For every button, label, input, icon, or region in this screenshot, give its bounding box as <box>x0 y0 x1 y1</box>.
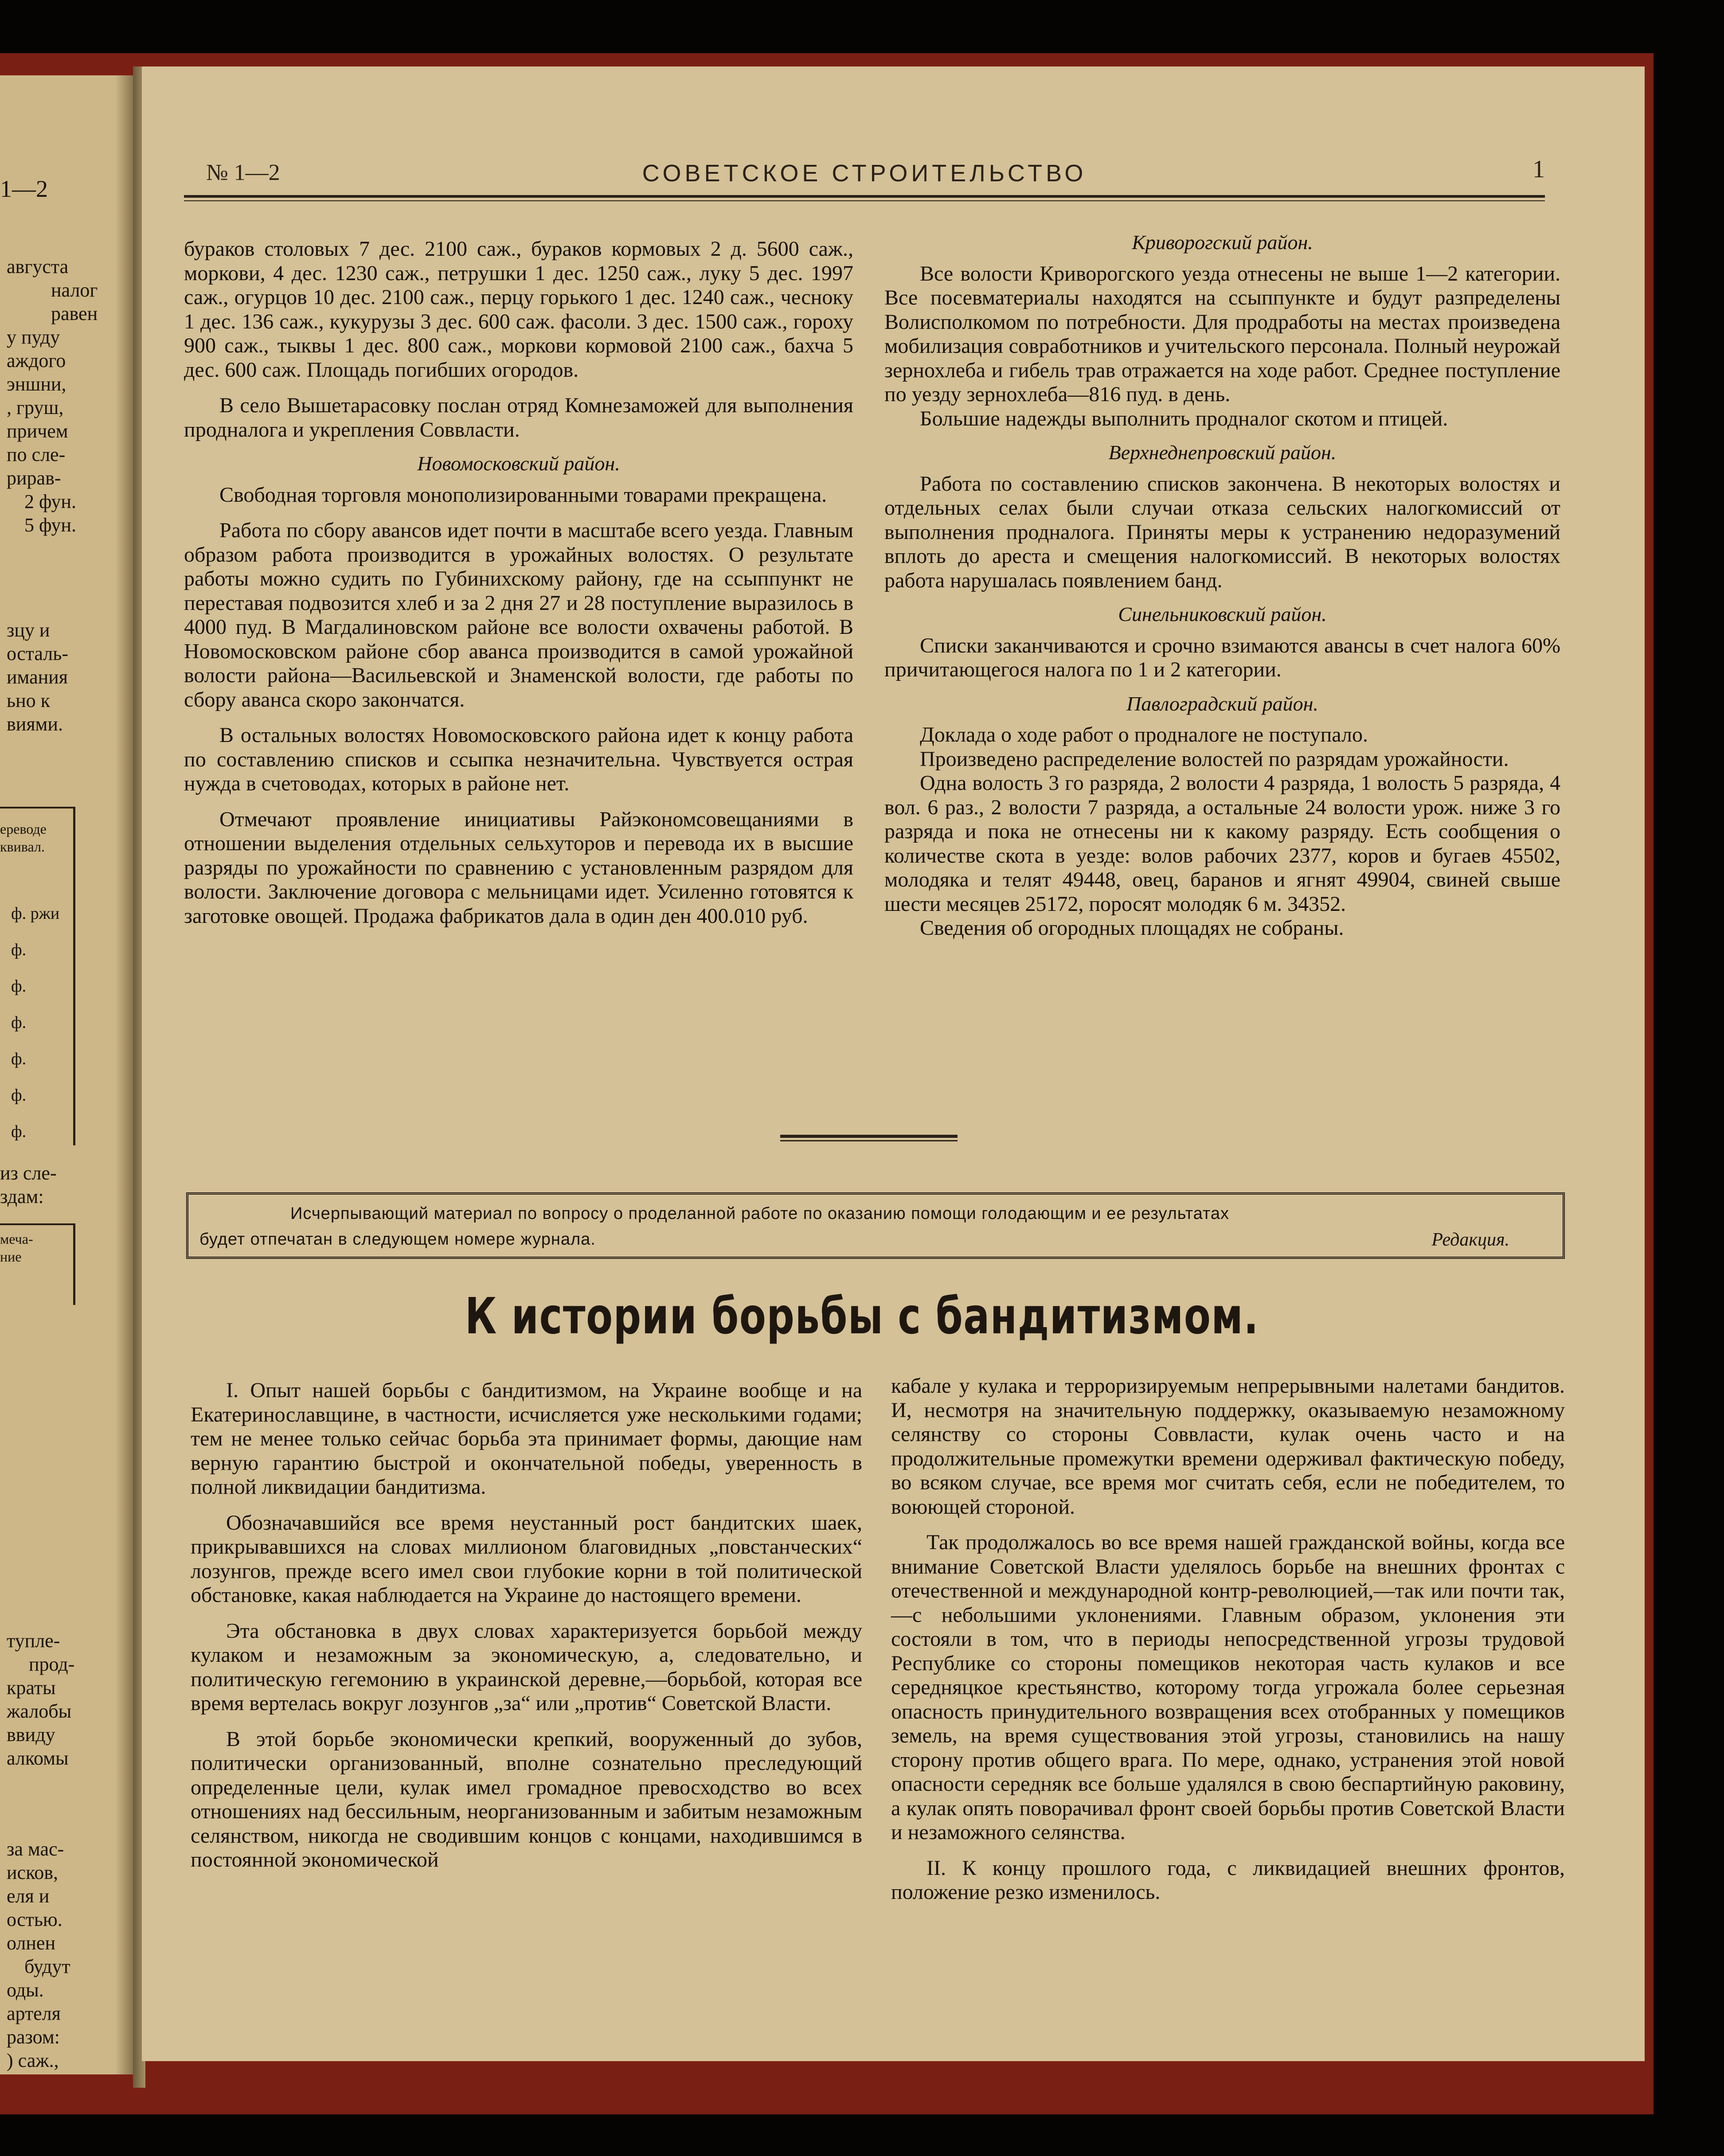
left-line: налог <box>51 279 98 301</box>
left-line: осталь- <box>7 643 68 664</box>
paragraph: II. К концу прошлого года, с ликвидацией внешних фронтов, положение резко изменилось. <box>891 1856 1565 1904</box>
paragraph: Одна волость 3 го разряда, 2 волости 4 разряда, 1 волость 5 разряда, 4 вол. 6 раз., 2 волости 7 разряда, а остальные 24 волости урож. ниже 3 го разряда и пока не отнесены ни к какому разряду. Есть сообщения о количестве скота в уезде: волов рабочих 2377, коров и бугаев 45502, молодяка и телят 49448, овец, баранов и ягнят 49904, свиней свыше шести месяцев 25172, поросят молодяк 6 м. 34352. <box>884 771 1560 916</box>
notice-line-1: Исчерпывающий материал по вопросу о проделанной работе по оказанию помощи голодающим и ее результатах <box>290 1204 1229 1223</box>
section-subheading: Криворогский район. <box>1132 231 1313 254</box>
left-table-cell: ф. <box>11 1086 27 1105</box>
left-page <box>0 75 133 2074</box>
left-line: исков, <box>7 1862 58 1883</box>
article-headline: К истории борьбы с бандитизмом. <box>465 1288 1259 1345</box>
left-line: ьно к <box>7 690 50 711</box>
left-line: будут <box>24 1956 70 1977</box>
paragraph: Работа по составлению списков закончена. В некоторых волостях и отдельных селах были случаи отказа сельских налогкомиссий от выполнения продналога. Приняты меры к устранению недоразумений вплоть до ареста и смещения налогкомиссий. В некоторых волостях работа нарушалась появлением банд. <box>884 472 1560 592</box>
left-line: артеля <box>7 2003 61 2024</box>
left-line: 5 фун. <box>24 514 76 536</box>
paragraph: Обозначавшийся все время неустанный рост бандитских шаек, прикрывавшихся на словах миллионом благовидных „повстанческих“ лозунгов, прежде всего имел свои глубокие корни в той политической обстановке, какая наблюдается на Украине до настоящего времени. <box>191 1511 862 1607</box>
left-line: ) саж., <box>7 2050 59 2071</box>
column-left-top <box>184 237 853 928</box>
left-line: причем <box>7 420 68 442</box>
paragraph: Большие надежды выполнить продналог скотом и птицей. <box>920 406 1448 430</box>
left-line: алкомы <box>7 1747 69 1769</box>
left-line: остью. <box>7 1909 63 1930</box>
section-divider-thin <box>780 1140 958 1141</box>
left-table-cell: ф. <box>11 941 27 959</box>
left-table-header-line: ние <box>0 1249 22 1265</box>
paragraph: В село Вышетарасовку послан отряд Комнезаможей для выполнения продналога и укрепления Соввласти. <box>184 394 853 441</box>
section-subheading: Новомосковский район. <box>417 452 620 475</box>
left-table-cell: ф. <box>11 977 27 996</box>
left-line: по сле- <box>7 444 66 465</box>
left-line: кpаты <box>7 1677 56 1699</box>
left-table-header-line: меча- <box>0 1231 33 1247</box>
left-line: разом: <box>7 2026 60 2048</box>
paragraph: Все волости Криворогского уезда отнесены не выше 1—2 категории. Все посевматериалы находятся на ссыппункте и будут разпределены Волисполкомом по потребности. Для продработы на местах произведена мобилизация совработников и учительского персонала. Полный неурожай зернохлеба и гибель трав отражается на ходе работ. Среднее поступление по уезду зернохлеба—816 пуд. в день. <box>884 262 1560 406</box>
left-line: олнен <box>7 1932 55 1954</box>
paragraph: Доклада о ходе работ о продналоге не поступало. <box>920 723 1368 746</box>
column-right-top <box>884 230 1560 941</box>
paragraph: кабале у кулака и терроризируемым непрерывными налетами бандитов. И, несмотря на значительную поддержку, оказываемую незаможному селянству со стороны Соввласти, кулак очень часто и на продолжительные промежутки времени одерживал фактическую победу, во всяком случае, все время мог считать себя, если не победителем, то воюющей стороной. <box>891 1374 1565 1519</box>
paragraph: Работа по сбору авансов идет почти в масштабе всего уезда. Главным образом работа производится в урожайных волостях. О результате работы можно судить по Губинихскому району, где на ссыппункт не переставая подвозится хлеб и за 2 дня 27 и 28 поступление выразилось в 4000 пуд. В Магдалиновском районе все волости охвачены работой. В Новомосковском районе сбор аванса производится в самой урожайной волости района—Васильевской и Знаменской волости, где работы по сбору аванса скоро закончатся. <box>184 519 853 711</box>
left-table-cell: ф. <box>11 1013 27 1032</box>
left-line: рирав- <box>7 467 61 489</box>
left-line: виями. <box>7 713 63 735</box>
left-line: еля и <box>7 1885 50 1907</box>
left-line: аждого <box>7 350 66 371</box>
paragraph: Свободная торговля монополизированными товарами прекращена. <box>219 483 827 507</box>
left-table-header-line: квивал. <box>0 839 45 855</box>
left-table2-header <box>0 1230 117 1265</box>
section-subheading: Верхнеднепровский район. <box>1108 441 1337 464</box>
left-line: здам: <box>0 1186 44 1207</box>
left-table-rows <box>11 895 129 1150</box>
left-line: августа <box>7 256 69 277</box>
header-rule <box>184 195 1545 198</box>
paragraph: I. Опыт нашей борьбы с бандитизмом, на Украине вообще и на Екатеринославщине, в частности, исчисляется уже несколькими годами; тем не менее только сейчас борьба эта принимает формы, дающие нам верную гарантию быстрой и окончательной победы, уверенность в полной ликвидации бандитизма. <box>191 1379 862 1499</box>
left-line: эншни, <box>7 373 66 395</box>
left-line: равен <box>51 303 98 324</box>
left-line: зцу и <box>7 619 50 641</box>
left-line: за мас- <box>7 1838 64 1860</box>
left-line: из сле- <box>0 1162 57 1184</box>
journal-title: СОВЕТСКОЕ СТРОИТЕЛЬСТВО <box>642 160 1087 187</box>
running-header <box>184 156 1545 191</box>
left-table-header-line: ереводе <box>0 821 47 837</box>
paragraph: бураков столовых 7 дес. 2100 саж., бураков кормовых 2 д. 5600 саж., моркови, 4 дес. 1230 саж., петрушки 1 дес. 1250 саж., луку 5 дес. 1997 саж., огурцов 10 дес. 2100 саж., перцу горького 1 дес. 1240 саж., чесноку 1 дес. 136 саж., кукурузы 3 дес. 600 саж. фасоли. 3 дес. 1500 саж., гороху 900 саж., тыквы 1 дес. 800 саж., моркови кормовой 2100 саж., бахча 5 дес. 600 саж. Площадь погибших огородов. <box>184 237 853 382</box>
paragraph: Сведения об огородных площадях не собраны. <box>920 916 1344 940</box>
left-table-cell: ф. ржи <box>11 904 60 923</box>
notice-line-2: будет отпечатан в следующем номере журнала. <box>199 1230 596 1249</box>
editorial-notice <box>186 1192 1565 1259</box>
left-table-cell: ф. <box>11 1050 27 1068</box>
left-page-number: 1—2 <box>0 176 48 202</box>
paragraph: Отмечают проявление инициативы Райэкономсовещаниями в отношении выделения отдельных сельхуторов и перевода их в высшие разряды по урожайности по сравнению с установленным разрядом для волости. Заключение договора с мельницами идет. Усиленно готовятся к заготовке овощей. Продажа фабрикатов дала в один ден 400.010 руб. <box>184 807 853 928</box>
issue-number: № 1—2 <box>206 160 280 185</box>
paragraph: Эта обстановка в двух словах характеризуется борьбой между кулаком и незаможным за экономическую, а, следовательно, и политическую гегемонию в украинской деревне,—борьбой, которая все время вертелась вокруг лозунгов „за“ или „против“ Советской Власти. <box>191 1619 862 1715</box>
left-line: оды. <box>7 1979 44 2001</box>
left-page-lines-mid <box>7 618 124 736</box>
left-line: , груш, <box>7 397 64 418</box>
article-column-left <box>191 1379 862 1872</box>
left-page-lines-top <box>7 255 124 537</box>
paragraph: Списки заканчиваются и срочно взимаются авансы в счет налога 60% причитающегося налога по 1 и 2 категории. <box>884 633 1560 681</box>
left-page-lines-after-table <box>0 1161 117 1208</box>
left-line: имания <box>7 666 68 688</box>
page-number: 1 <box>1532 156 1545 183</box>
paragraph: В этой борьбе экономически крепкий, вооруженный до зубов, политически организованный, вполне сознательно преследующий определенные цели, кулак имел громадное превосходство во всех отношениях над бессильным, неорганизованным и забитым незаможным селянством, никогда не сводившим концов с концами, находившимся в постоянной экономической <box>191 1727 862 1871</box>
left-page-lines-lower <box>7 1629 124 1770</box>
paragraph: В остальных волостях Новомосковского района идет к концу работа по составлению списков и ссыпка незначительна. Чувствуется острая нужда в счетоводах, которых в районе нет. <box>184 723 853 795</box>
left-table-header <box>0 820 117 855</box>
article-column-right <box>891 1374 1565 1905</box>
section-subheading: Синельниковский район. <box>1118 603 1327 625</box>
section-divider <box>780 1135 958 1138</box>
section-subheading: Павлоградский район. <box>1126 692 1318 715</box>
left-table-cell: ф. <box>11 1122 27 1141</box>
left-line: жалобы <box>7 1700 72 1722</box>
paragraph: Произведено распределение волостей по разрядам урожайности. <box>920 747 1509 771</box>
header-rule-thin <box>184 200 1545 201</box>
left-line: прод- <box>29 1653 75 1675</box>
paragraph: Так продолжалось во все время нашей гражданской войны, когда все внимание Советской Власти уделялось борьбе на внешних фронтах с отечественной и международной контр-революцией,—так или почти так,—с небольшими уклонениями. Главным образом, уклонения эти состояли в том, что в периоды непосредственной угрозы трудовой Республике со стороны помещиков некоторая часть кулаков и все середняцкое крестьянство, которому тогда угрожала более серьезная опасность принудительного возвращения всех отобранных у помещиков земель, на время существования этой угрозы, становились на нашу сторону против общего врага. По мере, однако, устранения этой новой опасности середняк все больше удалялся в свою беспартийную раковину, а кулак опять поворачивал фронт своей борьбы против Советской Власти и незаможного селянства. <box>891 1531 1565 1844</box>
notice-signature: Редакция. <box>1431 1230 1509 1250</box>
left-line: у пуду <box>7 326 60 348</box>
left-line: ввиду <box>7 1724 55 1746</box>
left-line: 2 фун. <box>24 491 76 512</box>
left-page-lines-bottom <box>7 1837 124 2072</box>
left-line: тупле- <box>7 1630 60 1652</box>
